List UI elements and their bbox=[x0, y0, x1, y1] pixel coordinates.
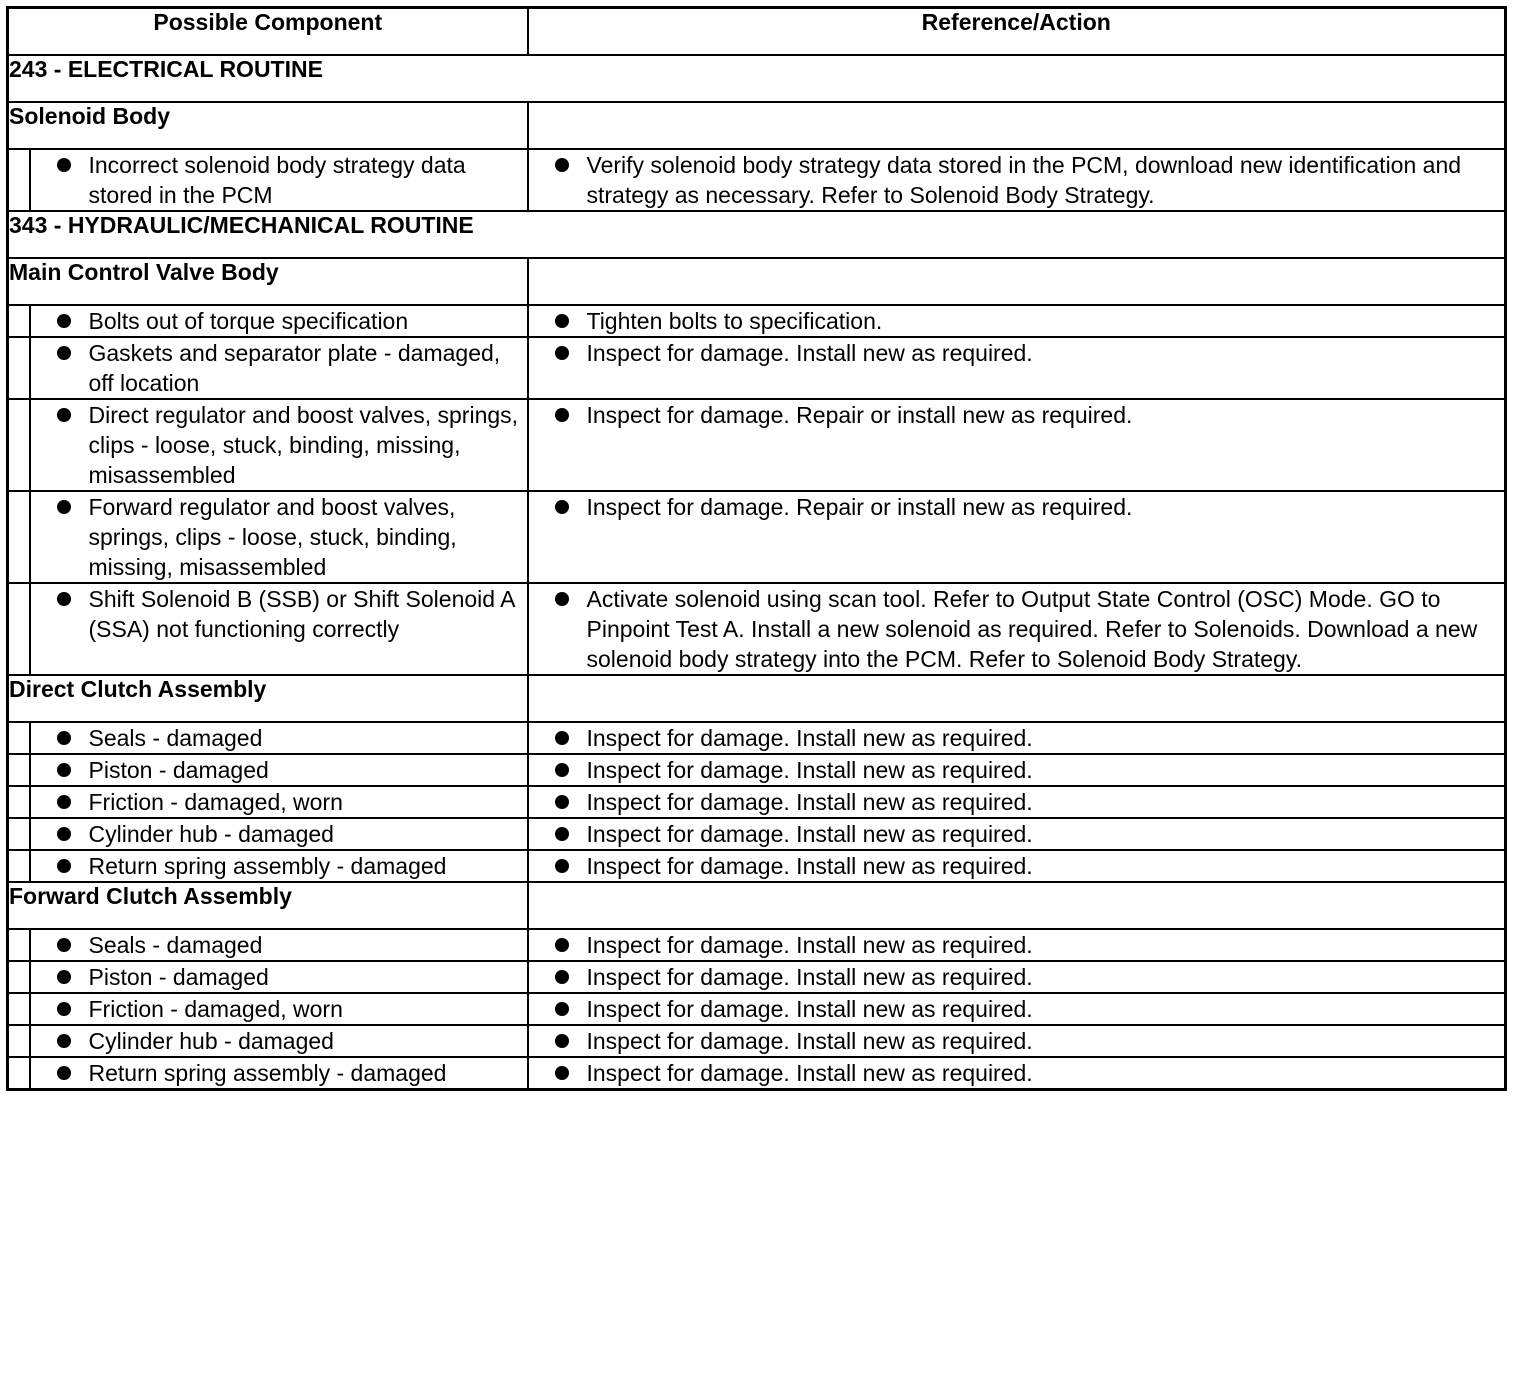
action-list-item bbox=[529, 1026, 1505, 1056]
component-cell bbox=[30, 1057, 528, 1090]
indent-cell bbox=[8, 337, 30, 399]
bullet-icon bbox=[57, 763, 71, 777]
bullet-icon bbox=[57, 346, 71, 360]
group-row bbox=[8, 882, 1506, 929]
indent-cell bbox=[8, 399, 30, 491]
indent-cell bbox=[8, 305, 30, 337]
component-text: Shift Solenoid B (SSB) or Shift Solenoid A (SSA) not functioning correctly bbox=[88, 586, 515, 642]
component-list-item bbox=[31, 994, 527, 1024]
component-text: Cylinder hub - damaged bbox=[88, 1028, 334, 1054]
action-cell bbox=[528, 399, 1506, 491]
group-title: Forward Clutch Assembly bbox=[8, 882, 528, 929]
table-row bbox=[8, 961, 1506, 993]
action-cell bbox=[528, 961, 1506, 993]
indent-cell bbox=[8, 786, 30, 818]
header-row bbox=[8, 8, 1506, 56]
indent-cell bbox=[8, 491, 30, 583]
group-row bbox=[8, 258, 1506, 305]
component-cell bbox=[30, 491, 528, 583]
bullet-icon bbox=[555, 938, 569, 952]
component-cell bbox=[30, 337, 528, 399]
action-text: Inspect for damage. Repair or install new as required. bbox=[586, 402, 1133, 428]
table-row bbox=[8, 1025, 1506, 1057]
action-list-item bbox=[529, 306, 1505, 336]
group-action-empty bbox=[528, 258, 1506, 305]
table-row bbox=[8, 850, 1506, 882]
action-list-item bbox=[529, 851, 1505, 881]
component-text: Friction - damaged, worn bbox=[88, 996, 343, 1022]
component-cell bbox=[30, 929, 528, 961]
component-list-item bbox=[31, 787, 527, 817]
action-list-item bbox=[529, 400, 1505, 430]
component-text: Return spring assembly - damaged bbox=[88, 1060, 447, 1086]
action-text: Inspect for damage. Install new as required. bbox=[586, 757, 1033, 783]
component-text: Incorrect solenoid body strategy data stored in the PCM bbox=[88, 152, 466, 208]
component-cell bbox=[30, 961, 528, 993]
indent-cell bbox=[8, 1057, 30, 1090]
bullet-icon bbox=[57, 1034, 71, 1048]
component-cell bbox=[30, 1025, 528, 1057]
action-text: Verify solenoid body strategy data stored in the PCM, download new identification and strategy as necessary. Refer to Solenoid Body Strategy. bbox=[586, 152, 1462, 208]
action-cell bbox=[528, 818, 1506, 850]
bullet-icon bbox=[57, 731, 71, 745]
action-cell bbox=[528, 754, 1506, 786]
component-text: Piston - damaged bbox=[88, 964, 269, 990]
action-text: Inspect for damage. Install new as required. bbox=[586, 725, 1033, 751]
component-list-item bbox=[31, 400, 527, 490]
bullet-icon bbox=[555, 592, 569, 606]
action-list-item bbox=[529, 930, 1505, 960]
action-text: Inspect for damage. Install new as required. bbox=[586, 932, 1033, 958]
component-cell bbox=[30, 818, 528, 850]
group-action-empty bbox=[528, 675, 1506, 722]
action-list-item bbox=[529, 994, 1505, 1024]
bullet-icon bbox=[555, 795, 569, 809]
component-text: Seals - damaged bbox=[88, 932, 263, 958]
table-row bbox=[8, 722, 1506, 754]
indent-cell bbox=[8, 993, 30, 1025]
indent-cell bbox=[8, 149, 30, 211]
bullet-icon bbox=[57, 1066, 71, 1080]
table-row bbox=[8, 993, 1506, 1025]
bullet-icon bbox=[57, 827, 71, 841]
action-cell bbox=[528, 786, 1506, 818]
component-cell bbox=[30, 722, 528, 754]
table-row bbox=[8, 1057, 1506, 1090]
action-cell bbox=[528, 491, 1506, 583]
action-cell bbox=[528, 305, 1506, 337]
action-list-item bbox=[529, 962, 1505, 992]
group-row bbox=[8, 675, 1506, 722]
component-list-item bbox=[31, 1058, 527, 1088]
action-cell bbox=[528, 993, 1506, 1025]
bullet-icon bbox=[555, 346, 569, 360]
bullet-icon bbox=[555, 158, 569, 172]
action-list-item bbox=[529, 755, 1505, 785]
section-title: 243 - ELECTRICAL ROUTINE bbox=[8, 55, 1506, 102]
action-cell bbox=[528, 929, 1506, 961]
indent-cell bbox=[8, 1025, 30, 1057]
action-cell bbox=[528, 337, 1506, 399]
header-component: Possible Component bbox=[8, 8, 528, 56]
indent-cell bbox=[8, 850, 30, 882]
component-text: Seals - damaged bbox=[88, 725, 263, 751]
table-row bbox=[8, 491, 1506, 583]
group-row bbox=[8, 102, 1506, 149]
bullet-icon bbox=[57, 408, 71, 422]
action-text: Tighten bolts to specification. bbox=[586, 308, 883, 334]
component-text: Return spring assembly - damaged bbox=[88, 853, 447, 879]
bullet-icon bbox=[57, 158, 71, 172]
group-title: Direct Clutch Assembly bbox=[8, 675, 528, 722]
action-cell bbox=[528, 149, 1506, 211]
indent-cell bbox=[8, 583, 30, 675]
component-cell bbox=[30, 149, 528, 211]
bullet-icon bbox=[555, 763, 569, 777]
table-body bbox=[8, 55, 1506, 1090]
table-row bbox=[8, 754, 1506, 786]
component-list-item bbox=[31, 338, 527, 398]
indent-cell bbox=[8, 929, 30, 961]
bullet-icon bbox=[57, 970, 71, 984]
bullet-icon bbox=[555, 827, 569, 841]
bullet-icon bbox=[57, 314, 71, 328]
table-row bbox=[8, 818, 1506, 850]
action-text: Inspect for damage. Install new as required. bbox=[586, 1060, 1033, 1086]
indent-cell bbox=[8, 722, 30, 754]
bullet-icon bbox=[555, 1034, 569, 1048]
indent-cell bbox=[8, 818, 30, 850]
bullet-icon bbox=[555, 731, 569, 745]
action-cell bbox=[528, 583, 1506, 675]
table-row bbox=[8, 786, 1506, 818]
action-list-item bbox=[529, 584, 1505, 674]
section-title: 343 - HYDRAULIC/MECHANICAL ROUTINE bbox=[8, 211, 1506, 258]
header-action: Reference/Action bbox=[528, 8, 1506, 56]
action-cell bbox=[528, 722, 1506, 754]
component-list-item bbox=[31, 755, 527, 785]
bullet-icon bbox=[555, 500, 569, 514]
action-list-item bbox=[529, 492, 1505, 522]
bullet-icon bbox=[57, 938, 71, 952]
component-list-item bbox=[31, 1026, 527, 1056]
action-text: Inspect for damage. Install new as required. bbox=[586, 853, 1033, 879]
bullet-icon bbox=[57, 592, 71, 606]
table-row bbox=[8, 399, 1506, 491]
action-list-item bbox=[529, 819, 1505, 849]
section-row bbox=[8, 55, 1506, 102]
group-title: Main Control Valve Body bbox=[8, 258, 528, 305]
group-action-empty bbox=[528, 882, 1506, 929]
action-text: Inspect for damage. Install new as required. bbox=[586, 1028, 1033, 1054]
group-title: Solenoid Body bbox=[8, 102, 528, 149]
section-row bbox=[8, 211, 1506, 258]
action-list-item bbox=[529, 150, 1505, 210]
action-cell bbox=[528, 850, 1506, 882]
table-row bbox=[8, 305, 1506, 337]
bullet-icon bbox=[555, 970, 569, 984]
diagnostic-table bbox=[6, 6, 1507, 1091]
table-row bbox=[8, 149, 1506, 211]
bullet-icon bbox=[555, 1066, 569, 1080]
action-cell bbox=[528, 1057, 1506, 1090]
action-text: Activate solenoid using scan tool. Refer to Output State Control (OSC) Mode. GO to Pinpoint Test A. Install a new solenoid as required. Refer to Solenoids. Download a new solenoid body strategy into the PCM. Refer to Solenoid Body Strategy. bbox=[586, 586, 1478, 672]
action-text: Inspect for damage. Install new as required. bbox=[586, 821, 1033, 847]
component-cell bbox=[30, 850, 528, 882]
component-text: Piston - damaged bbox=[88, 757, 269, 783]
component-list-item bbox=[31, 150, 527, 210]
component-cell bbox=[30, 399, 528, 491]
component-list-item bbox=[31, 819, 527, 849]
component-list-item bbox=[31, 584, 527, 644]
indent-cell bbox=[8, 754, 30, 786]
action-list-item bbox=[529, 1058, 1505, 1088]
bullet-icon bbox=[555, 408, 569, 422]
component-text: Cylinder hub - damaged bbox=[88, 821, 334, 847]
action-list-item bbox=[529, 787, 1505, 817]
component-list-item bbox=[31, 723, 527, 753]
component-text: Forward regulator and boost valves, springs, clips - loose, stuck, binding, missing, misassembled bbox=[88, 494, 457, 580]
table-row bbox=[8, 583, 1506, 675]
component-text: Direct regulator and boost valves, springs, clips - loose, stuck, binding, missing, misassembled bbox=[88, 402, 519, 488]
action-list-item bbox=[529, 338, 1505, 368]
group-action-empty bbox=[528, 102, 1506, 149]
bullet-icon bbox=[57, 500, 71, 514]
bullet-icon bbox=[555, 1002, 569, 1016]
component-cell bbox=[30, 993, 528, 1025]
component-list-item bbox=[31, 492, 527, 582]
bullet-icon bbox=[555, 859, 569, 873]
bullet-icon bbox=[57, 1002, 71, 1016]
component-list-item bbox=[31, 851, 527, 881]
component-text: Friction - damaged, worn bbox=[88, 789, 343, 815]
action-text: Inspect for damage. Install new as required. bbox=[586, 789, 1033, 815]
component-text: Gaskets and separator plate - damaged, off location bbox=[88, 340, 501, 396]
action-text: Inspect for damage. Repair or install new as required. bbox=[586, 494, 1133, 520]
component-list-item bbox=[31, 962, 527, 992]
bullet-icon bbox=[57, 859, 71, 873]
table-row bbox=[8, 337, 1506, 399]
component-cell bbox=[30, 754, 528, 786]
bullet-icon bbox=[57, 795, 71, 809]
action-text: Inspect for damage. Install new as required. bbox=[586, 340, 1033, 366]
table-row bbox=[8, 929, 1506, 961]
component-cell bbox=[30, 305, 528, 337]
component-cell bbox=[30, 786, 528, 818]
bullet-icon bbox=[555, 314, 569, 328]
component-text: Bolts out of torque specification bbox=[88, 308, 409, 334]
component-list-item bbox=[31, 930, 527, 960]
action-text: Inspect for damage. Install new as required. bbox=[586, 964, 1033, 990]
action-list-item bbox=[529, 723, 1505, 753]
action-cell bbox=[528, 1025, 1506, 1057]
component-list-item bbox=[31, 306, 527, 336]
component-cell bbox=[30, 583, 528, 675]
action-text: Inspect for damage. Install new as required. bbox=[586, 996, 1033, 1022]
indent-cell bbox=[8, 961, 30, 993]
